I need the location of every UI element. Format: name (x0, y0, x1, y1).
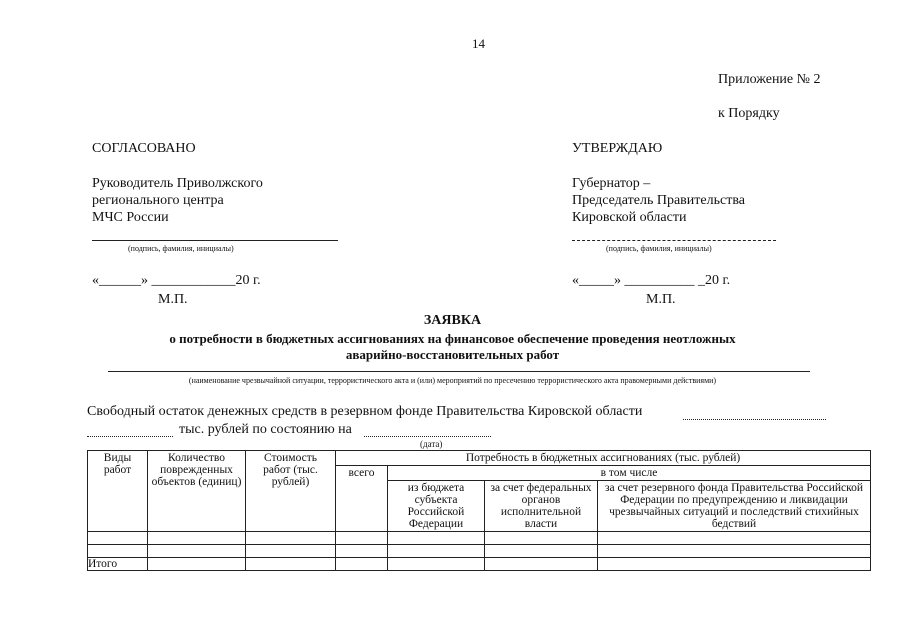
header-work-types: Виды работ (88, 451, 148, 532)
appendix-order-label: к Порядку (718, 106, 780, 121)
reserve-balance-date-text: тыс. рублей по состоянию на (179, 422, 352, 437)
right-position-line-2: Председатель Правительства (572, 193, 745, 208)
reserve-balance-date-line (364, 436, 491, 437)
right-signature-caption: (подпись, фамилия, инициалы) (606, 244, 712, 253)
table-total-row (88, 558, 871, 571)
table-row (88, 532, 871, 545)
right-position-line-3: Кировской области (572, 210, 687, 225)
header-damaged-count: Количество поврежденных объектов (единиц) (148, 451, 246, 532)
header-reserve-fund: за счет резервного фонда Правительства Российской Федерации по предупреждению и ликвидации чрезвычайных ситуаций и последствий стихийных бедствий (598, 481, 871, 532)
request-table (87, 450, 871, 571)
left-position-line-1: Руководитель Приволжского (92, 176, 263, 191)
emergency-name-caption: (наименование чрезвычайной ситуации, террористического акта и (или) мероприятий по пресечению террористического акта правомерными действиями) (188, 376, 717, 385)
left-position-line-2: регионального центра (92, 193, 224, 208)
page-number: 14 (472, 36, 485, 51)
date-caption: (дата) (420, 439, 443, 449)
reserve-balance-amount-line-2 (87, 436, 173, 437)
right-seal: М.П. (646, 292, 676, 307)
right-position-line-1: Губернатор – (572, 176, 651, 191)
appendix-label: Приложение № 2 (718, 72, 821, 87)
reserve-balance-text: Свободный остаток денежных средств в резервном фонде Правительства Кировской области (87, 404, 643, 419)
left-position-line-3: МЧС России (92, 210, 169, 225)
left-date-line: «______» ____________20 г. (92, 273, 261, 288)
agreed-heading: СОГЛАСОВАНО (92, 141, 196, 156)
approve-heading: УТВЕРЖДАЮ (572, 141, 663, 156)
header-federal-bodies: за счет федеральных органов исполнительной власти (485, 481, 598, 532)
right-signature-line (572, 240, 776, 241)
header-regional-budget: из бюджета субъекта Российской Федерации (388, 481, 485, 532)
header-budget-need: Потребность в бюджетных ассигнованиях (тыс. рублей) (336, 451, 871, 466)
document-title: ЗАЯВКА (423, 313, 482, 328)
header-including: в том числе (388, 466, 871, 481)
left-signature-line (92, 240, 338, 241)
document-subtitle-line-1: о потребности в бюджетных ассигнованиях на финансовое обеспечение проведения неотложных (169, 331, 736, 346)
right-date-line: «_____» __________ _20 г. (572, 273, 731, 288)
emergency-name-line (108, 371, 810, 372)
table-row (88, 545, 871, 558)
left-signature-caption: (подпись, фамилия, инициалы) (128, 244, 234, 253)
document-subtitle-line-2: аварийно-восстановительных работ (345, 347, 560, 362)
left-seal: М.П. (158, 292, 188, 307)
total-row-label: Итого (88, 558, 148, 571)
header-cost: Стоимость работ (тыс. рублей) (246, 451, 336, 532)
reserve-balance-amount-line (683, 419, 826, 420)
header-total: всего (336, 466, 388, 532)
